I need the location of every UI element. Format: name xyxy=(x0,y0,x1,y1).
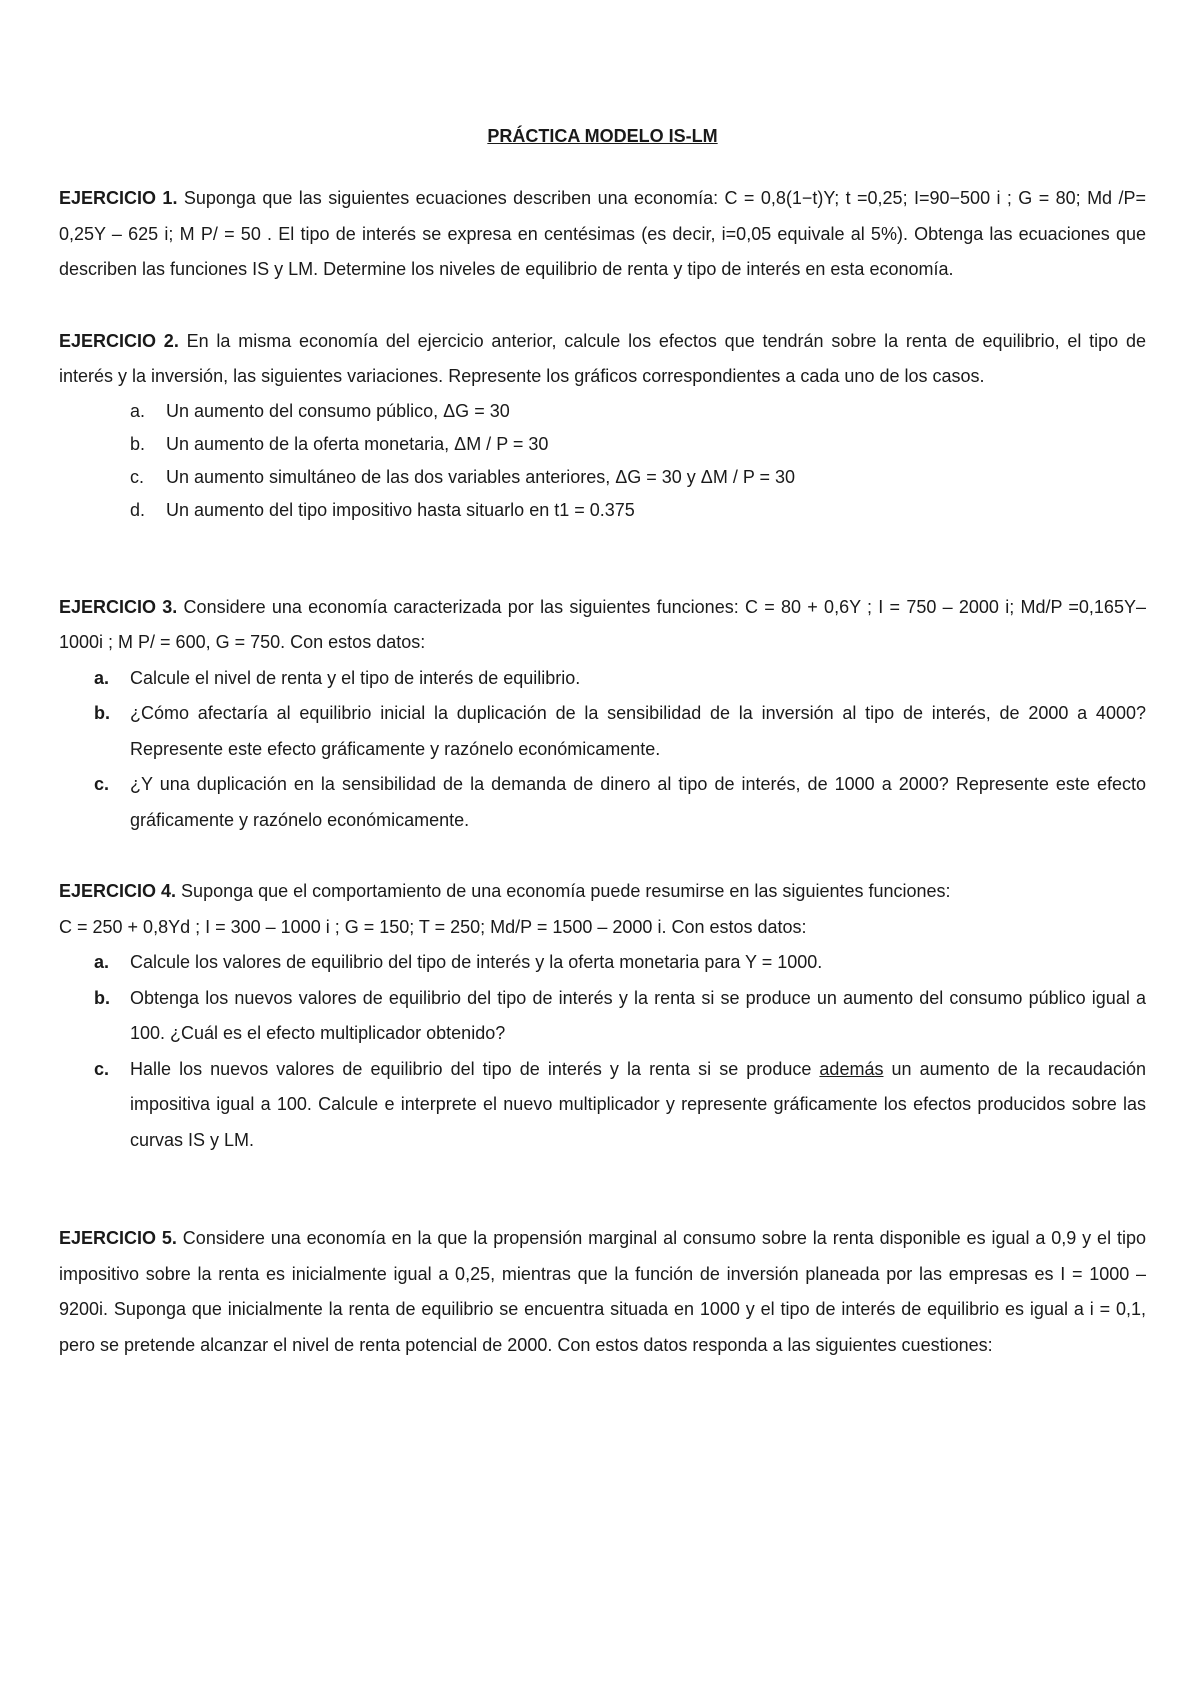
page-title: PRÁCTICA MODELO IS-LM xyxy=(487,126,718,146)
list-marker: b. xyxy=(130,433,146,454)
exercise-1-consumption-eq: C = 0,8(1−t)Y; t =0,25; xyxy=(724,188,908,208)
list-item xyxy=(59,395,1146,428)
list-item-text: Calcule los valores de equilibrio del tipo de interés y la oferta monetaria para Y = 1000. xyxy=(130,952,823,972)
exercise-3-list xyxy=(59,661,1146,839)
list-item-text: ¿Cómo afectaría al equilibrio inicial la duplicación de la sensibilidad de la inversión al tipo de interés, de 2000 a 4000? Represente este efecto gráficamente y razónelo económicamente. xyxy=(130,703,1146,759)
list-item-text-pre: Halle los nuevos valores de equilibrio del tipo de interés y la renta si se produce xyxy=(130,1058,820,1079)
exercise-4-label: EJERCICIO 4. xyxy=(59,881,177,901)
list-marker: a. xyxy=(130,400,146,421)
list-item-text-post: un aumento de la recaudación impositiva igual a 100. Calcule e interprete el nuevo multiplicador y represente gráficamente los efectos producidos sobre las curvas IS y LM. xyxy=(130,1058,1146,1150)
exercise-1-intro: Suponga que las siguientes ecuaciones describen una economía: xyxy=(177,188,725,208)
list-marker: a. xyxy=(94,667,110,688)
list-marker: c. xyxy=(130,466,145,487)
list-marker: a. xyxy=(94,952,110,972)
list-item-text: Obtenga los nuevos valores de equilibrio del tipo de interés y la renta si se produce un aumento del consumo público igual a 100. ¿Cuál es el efecto multiplicador obtenido? xyxy=(130,987,1146,1043)
exercise-3-body: Considere una economía caracterizada por las siguientes funciones: C = 80 + 0,6Y ; I = 750 – 2000 i; Md/P =0,165Y–1000i ; M P/ = 600, G = 750. Con estos datos: xyxy=(59,596,1146,652)
exercise-1-equations: I=90−500 i ; G = 80; Md /P= 0,25Y – 625 i; M P/ = 50 xyxy=(59,188,1146,244)
list-marker: d. xyxy=(130,499,146,520)
exercise-1-label: EJERCICIO 1. xyxy=(59,188,178,208)
exercise-4-text xyxy=(59,874,1146,910)
list-marker: c. xyxy=(94,1058,110,1079)
list-item xyxy=(59,945,1146,981)
list-item xyxy=(59,494,1146,527)
exercise-4 xyxy=(59,874,1146,1158)
list-item-text: ¿Y una duplicación en la sensibilidad de la demanda de dinero al tipo de interés, de 1000 a 2000? Represente este efecto gráficamente y razónelo económicamente. xyxy=(130,774,1146,830)
list-item xyxy=(59,696,1146,767)
list-item-text: Calcule el nivel de renta y el tipo de interés de equilibrio. xyxy=(130,667,581,688)
exercise-3-text xyxy=(59,590,1146,661)
list-item-text: Un aumento del tipo impositivo hasta situarlo en t1 = 0.375 xyxy=(166,499,635,520)
underlined-word: además xyxy=(819,1058,884,1079)
list-item xyxy=(59,661,1146,697)
exercise-5-body: Considere una economía en la que la propensión marginal al consumo sobre la renta disponible es igual a 0,9 y el tipo impositivo sobre la renta es inicialmente igual a 0,25, mientras que la función de inversión planeada por las empresas es I = 1000 – 9200i. Suponga que inicialmente la renta de equilibrio se encuentra situada en 1000 y el tipo de interés de equilibrio es igual a i = 0,1, pero se pretende alcanzar el nivel de renta potencial de 2000. Con estos datos responda a las siguientes cuestiones: xyxy=(59,1228,1146,1355)
list-marker: c. xyxy=(94,774,110,794)
list-marker: b. xyxy=(94,987,110,1008)
exercise-1-body: . El tipo de interés se expresa en centésimas (es decir, i=0,05 equivale al 5%). Obtenga las ecuaciones que describen las funciones IS y LM. Determine los niveles de equilibrio de renta y tipo de interés en esta economía. xyxy=(59,223,1146,279)
exercise-2-list xyxy=(59,395,1146,527)
exercise-4-body: Suponga que el comportamiento de una economía puede resumirse en las siguientes funciones: xyxy=(176,881,951,901)
list-item xyxy=(59,767,1146,838)
list-marker: b. xyxy=(94,703,110,723)
exercise-4-list xyxy=(59,945,1146,1158)
exercise-5 xyxy=(59,1221,1146,1363)
exercise-2-body: En la misma economía del ejercicio anterior, calcule los efectos que tendrán sobre la renta de equilibrio, el tipo de interés y la inversión, las siguientes variaciones. Represente los gráficos correspondientes a cada uno de los casos. xyxy=(59,330,1146,386)
list-item xyxy=(59,461,1146,494)
exercise-2 xyxy=(59,324,1146,527)
exercise-3-label: EJERCICIO 3. xyxy=(59,596,178,617)
exercise-2-label: EJERCICIO 2. xyxy=(59,330,179,351)
exercise-5-label: EJERCICIO 5. xyxy=(59,1228,177,1248)
list-item-text: Un aumento del consumo público, ΔG = 30 xyxy=(166,400,510,421)
exercise-4-equations: C = 250 + 0,8Yd ; I = 300 – 1000 i ; G = 150; T = 250; Md/P = 1500 – 2000 i. Con estos datos: xyxy=(59,916,807,937)
list-item xyxy=(59,1052,1146,1159)
exercise-1 xyxy=(59,181,1146,288)
exercise-1-text xyxy=(59,181,1146,288)
exercise-5-text xyxy=(59,1221,1146,1363)
list-item-text: Un aumento simultáneo de las dos variables anteriores, ΔG = 30 y ΔM / P = 30 xyxy=(166,466,796,487)
list-item xyxy=(59,981,1146,1052)
exercise-3 xyxy=(59,590,1146,839)
list-item-text: Un aumento de la oferta monetaria, ΔM / P = 30 xyxy=(166,433,549,454)
exercise-2-text xyxy=(59,324,1146,395)
list-item xyxy=(59,428,1146,461)
